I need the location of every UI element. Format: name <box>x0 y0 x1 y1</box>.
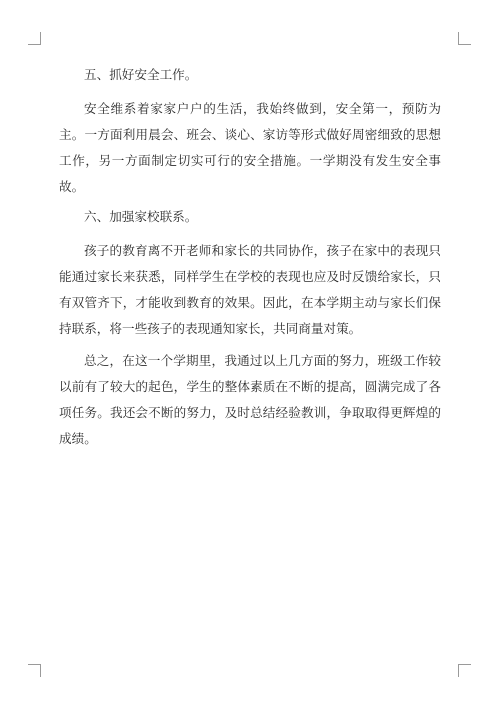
document-body <box>59 64 441 458</box>
crop-mark-bottom-right <box>458 664 471 677</box>
crop-mark-top-left <box>28 32 41 45</box>
section-6-paragraph: 孩子的教育离不开老师和家长的共同协作，孩子在家中的表现只能通过家长来获悉，同样学生在学校的表现也应及时反馈给家长，只有双管齐下，才能收到教育的效果。因此，在本学期主动与家长们保持联系，将一些孩子的表现通知家长，共同商量对策。 <box>59 243 441 336</box>
section-5-heading: 五、抓好安全工作。 <box>84 67 198 82</box>
section-5-paragraph: 安全维系着家家户户的生活，我始终做到，安全第一，预防为主。一方面利用晨会、班会、谈心、家访等形式做好周密细致的思想工作，另一方面制定切实可行的安全措施。一学期没有发生安全事故。 <box>59 101 441 194</box>
section-6-heading: 六、加强家校联系。 <box>84 209 198 224</box>
crop-mark-bottom-left <box>28 664 41 677</box>
conclusion-paragraph: 总之，在这一个学期里，我通过以上几方面的努力，班级工作较以前有了较大的起色，学生的整体素质在不断的提高，圆满完成了各项任务。我还会不断的努力，及时总结经验教训，争取取得更辉煌的成绩。 <box>59 353 441 446</box>
crop-mark-top-right <box>458 32 471 45</box>
